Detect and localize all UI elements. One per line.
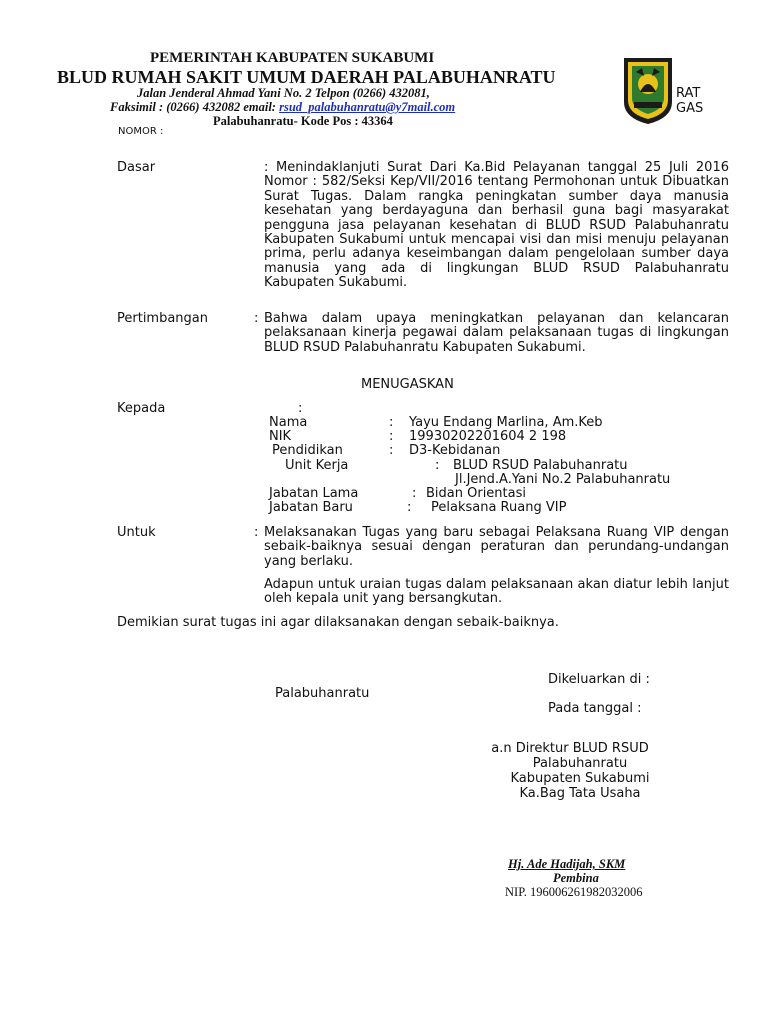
- closing-sentence: Demikian surat tugas ini agar dilaksanakan dengan sebaik-baiknya.: [117, 615, 559, 630]
- signatory-line-2: Palabuhanratu: [532, 756, 628, 771]
- pendidikan-label: Pendidikan: [272, 443, 343, 458]
- issued-place: Palabuhanratu: [275, 686, 370, 701]
- nik-colon: :: [389, 429, 394, 444]
- jabatan-lama-label: Jabatan Lama: [269, 486, 359, 501]
- kop-line-2: BLUD RUMAH SAKIT UMUM DAERAH PALABUHANRATU: [57, 67, 556, 87]
- nik-value: 19930202201604 2 198: [409, 429, 567, 444]
- pendidikan-colon: :: [389, 443, 394, 458]
- jabatan-baru-value: Pelaksana Ruang VIP: [431, 500, 567, 515]
- nama-label: Nama: [269, 415, 308, 430]
- menugaskan-heading: MENUGASKAN: [361, 377, 454, 392]
- signatory-name: Hj. Ade Hadijah, SKM: [508, 857, 626, 871]
- nama-value: Yayu Endang Marlina, Am.Keb: [409, 415, 603, 430]
- pertimbangan-colon: :: [254, 311, 259, 326]
- unit-kerja-value: BLUD RSUD Palabuhanratu: [453, 458, 628, 473]
- unit-kerja-label: Unit Kerja: [285, 458, 349, 473]
- pertimbangan-text: Bahwa dalam upaya meningkatkan pelayanan dan kelancaran pelaksanaan kinerja pegawai dalam pelaksanaan tugas di lingkungan BLUD RSUD Palabuhanratu Kabupaten Sukabumi.: [264, 311, 729, 355]
- title-fragment-2: GAS: [676, 101, 704, 116]
- untuk-label: Untuk: [117, 525, 156, 540]
- kop-line-3: Jalan Jenderal Ahmad Yani No. 2 Telpon (0266) 432081,: [137, 86, 430, 100]
- pertimbangan-label: Pertimbangan: [117, 311, 209, 326]
- dasar-text: : Menindaklanjuti Surat Dari Ka.Bid Pelayanan tanggal 25 Juli 2016 Nomor : 582/Seksi Kep/VII/2016 tentang Permohonan untuk Dibuatkan Surat Tugas. Dalam rangka peningkatan sumber daya manusia kesehatan yang berdayaguna dan berhasil guna bagi masyarakat pengguna jasa pelayanan kesehatan di BLUD RSUD Palabuhanratu Kabupaten Sukabumi untuk mencapai visi dan misi menuju pelayanan prima, perlu adanya keseimbangan dalam pengelolaan sumber daya manusia yang ada di lingkungan BLUD RSUD Palabuhanratu Kabupaten Sukabumi.: [264, 160, 729, 291]
- tanggal-label: Pada tanggal :: [548, 701, 642, 716]
- nama-colon: :: [389, 415, 394, 430]
- jabatan-lama-colon: :: [412, 486, 417, 501]
- signatory-line-1: a.n Direktur BLUD RSUD: [491, 741, 649, 756]
- jabatan-lama-value: Bidan Orientasi: [426, 486, 526, 501]
- untuk-text-2: Adapun untuk uraian tugas dalam pelaksanaan akan diatur lebih lanjut oleh kepala unit yang bersangkutan.: [264, 577, 729, 607]
- document-title-fragment: [676, 86, 703, 116]
- unit-kerja-address: Jl.Jend.A.Yani No.2 Palabuhanratu: [455, 472, 671, 487]
- untuk-text-1: Melaksanakan Tugas yang baru sebagai Pelaksana Ruang VIP dengan sebaik-baiknya sesuai dengan peraturan dan perundang-undangan yang berlaku.: [264, 525, 729, 569]
- signatory-rank: Pembina: [553, 871, 599, 885]
- nomor-label: NOMOR :: [118, 126, 164, 137]
- kepada-label: Kepada: [117, 401, 166, 416]
- jabatan-baru-colon: :: [407, 500, 412, 515]
- unit-kerja-colon: :: [435, 458, 440, 473]
- kabupaten-seal-logo: [622, 56, 674, 126]
- kop-line-5: Palabuhanratu- Kode Pos : 43364: [213, 114, 393, 128]
- signatory-line-3: Kabupaten Sukabumi: [510, 771, 650, 786]
- kop-fax: Faksimil : (0266) 432082 email:: [110, 100, 280, 114]
- pendidikan-value: D3-Kebidanan: [409, 443, 501, 458]
- kop-line-1: PEMERINTAH KABUPATEN SUKABUMI: [150, 50, 435, 66]
- untuk-colon: :: [254, 525, 259, 540]
- nik-label: NIK: [269, 429, 292, 444]
- jabatan-baru-label: Jabatan Baru: [269, 500, 353, 515]
- dikeluarkan-label: Dikeluarkan di :: [548, 672, 650, 687]
- title-fragment-1: RAT: [676, 86, 701, 101]
- signatory-nip: NIP. 196006261982032006: [505, 885, 643, 899]
- signatory-line-4: Ka.Bag Tata Usaha: [519, 786, 641, 801]
- kop-email-link[interactable]: rsud_palabuhanratu@y7mail.com: [279, 100, 456, 114]
- dasar-label: Dasar: [117, 160, 156, 175]
- kepada-colon: :: [298, 401, 303, 416]
- kop-line-4: [110, 100, 455, 115]
